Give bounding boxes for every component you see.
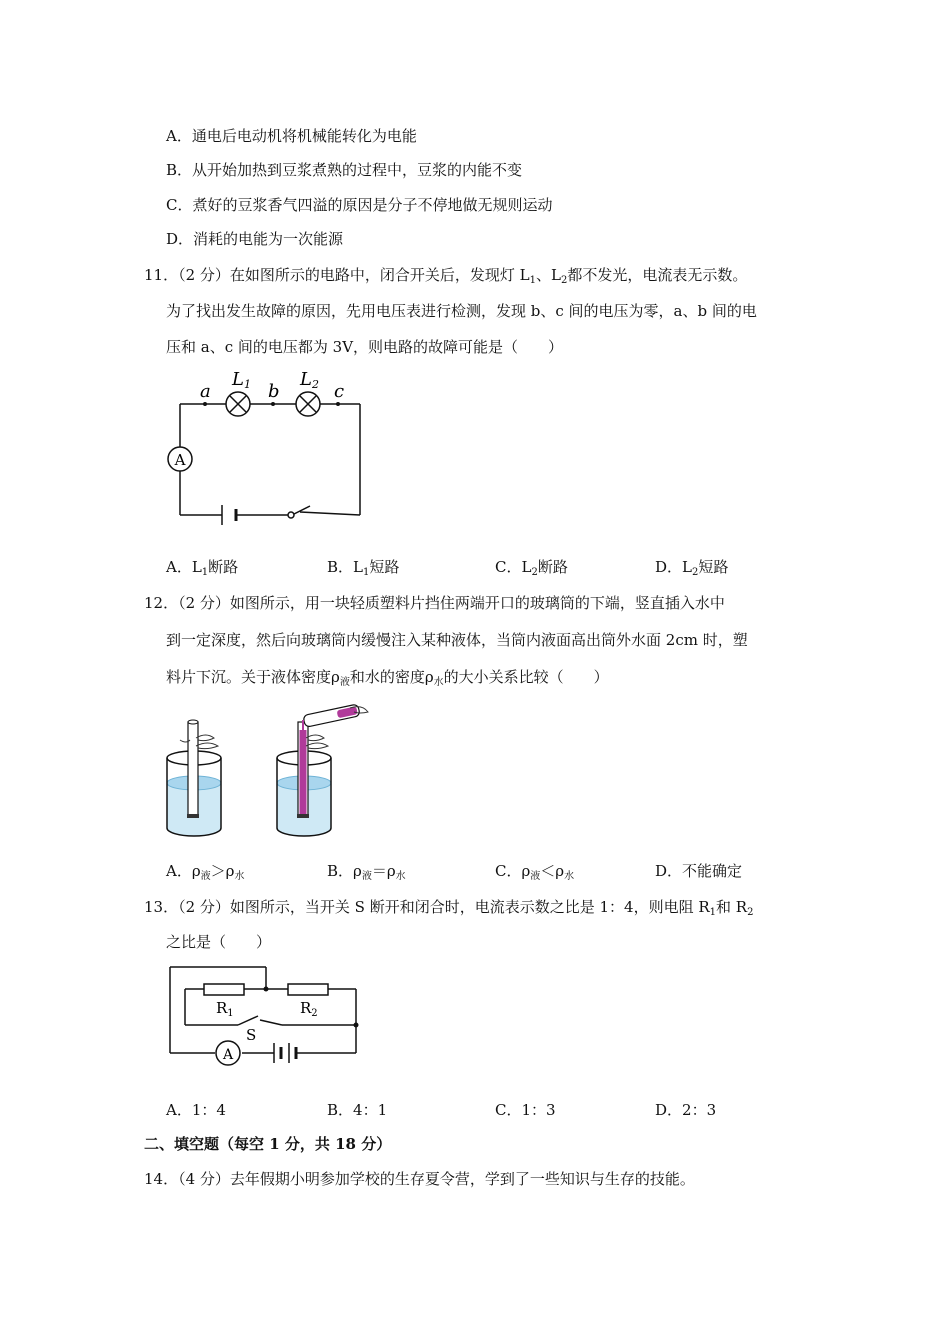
lamp-l2-label: L2 — [300, 369, 319, 391]
q10-option-c: C．煮好的豆浆香气四溢的原因是分子不停地做无规则运动 — [166, 196, 553, 214]
svg-text:A: A — [222, 1047, 234, 1063]
q11-option-d: D．$L_2$短路 — [655, 558, 729, 578]
beaker-left-illustration — [160, 718, 230, 848]
q10-option-b: B．从开始加热到豆浆煮熟的过程中，豆浆的内能不变 — [166, 161, 523, 179]
ammeter-icon — [216, 1041, 240, 1065]
q11-stem-line3: 压和 a、c 间的电压都为 3V，则电路的故障可能是（ ） — [166, 338, 564, 356]
q13-stem-line2: 之比是（ ） — [166, 933, 272, 951]
point-a-label: a — [200, 381, 211, 402]
q11-option-c: C．$L_2$断路 — [495, 558, 568, 578]
q13-option-c: C．1：3 — [495, 1101, 556, 1119]
resistor-r2-label: $R_2$ — [300, 999, 318, 1019]
q11-option-b: B．$L_1$短路 — [327, 558, 400, 578]
q10-option-d: D．消耗的电能为一次能源 — [166, 230, 344, 248]
ammeter-icon — [168, 447, 192, 471]
q12-stem-line2: 到一定深度，然后向玻璃筒内缓慢注入某种液体，当筒内液面高出筒外水面 2cm 时，塑 — [166, 631, 748, 649]
q13-option-a: A．1：4 — [166, 1101, 226, 1119]
battery-icon — [274, 1043, 296, 1063]
q11-stem-line1: 11．（2 分）在如图所示的电路中，闭合开关后，发现灯 $L_1$、$L_2$都不发光，电流表无示数。 — [144, 266, 748, 286]
lamp-l1-icon — [226, 392, 250, 416]
svg-text:A: A — [174, 451, 186, 469]
q12-option-b: B．$\rho_液=\rho_水$ — [327, 862, 406, 882]
q11-stem-line2: 为了找出发生故障的原因，先用电压表进行检测，发现 b、c 间的电压为零，a、b 间的电 — [166, 302, 757, 320]
section-heading: 二、填空题（每空 1 分，共 18 分） — [144, 1135, 392, 1153]
beaker-right-illustration — [270, 700, 380, 850]
battery-icon — [222, 505, 236, 525]
point-c-label: c — [334, 381, 345, 402]
q10-option-a: A．通电后电动机将机械能转化为电能 — [166, 127, 417, 145]
q12-option-c: C．$\rho_液<\rho_水$ — [495, 862, 575, 882]
q13-option-b: B．4：1 — [327, 1101, 388, 1119]
q11-circuit-diagram — [160, 365, 370, 525]
resistor-r2-icon — [288, 984, 328, 995]
q12-stem-line3: 料片下沉。关于液体密度$\rho_液$和水的密度$\rho_水$的大小关系比较（ ） — [166, 668, 609, 688]
lamp-l1-label: L1 — [232, 369, 251, 391]
resistor-r1-label: $R_1$ — [216, 999, 234, 1019]
q11-option-a: A．$L_1$断路 — [166, 558, 239, 578]
q12-option-d: D．不能确定 — [655, 862, 743, 880]
q13-stem-line1: 13．（2 分）如图所示，当开关 S 断开和闭合时，电流表示数之比是 1：4，则电阻 $R_1$和 $R_2$ — [144, 898, 754, 918]
q12-stem-line1: 12．（2 分）如图所示，用一块轻质塑料片挡住两端开口的玻璃筒的下端，竖直插入水中 — [144, 594, 725, 612]
q14-stem-line1: 14．（4 分）去年假期小明参加学校的生存夏令营，学到了一些知识与生存的技能。 — [144, 1170, 695, 1188]
q13-circuit-diagram — [160, 960, 370, 1070]
point-b-label: b — [268, 381, 280, 402]
switch-s-icon — [238, 1016, 258, 1025]
q12-option-a: A．$\rho_液>\rho_水$ — [166, 862, 245, 882]
lamp-l2-icon — [296, 392, 320, 416]
resistor-r1-icon — [204, 984, 244, 995]
q13-option-d: D．2：3 — [655, 1101, 717, 1119]
switch-s-label: S — [246, 1026, 257, 1044]
